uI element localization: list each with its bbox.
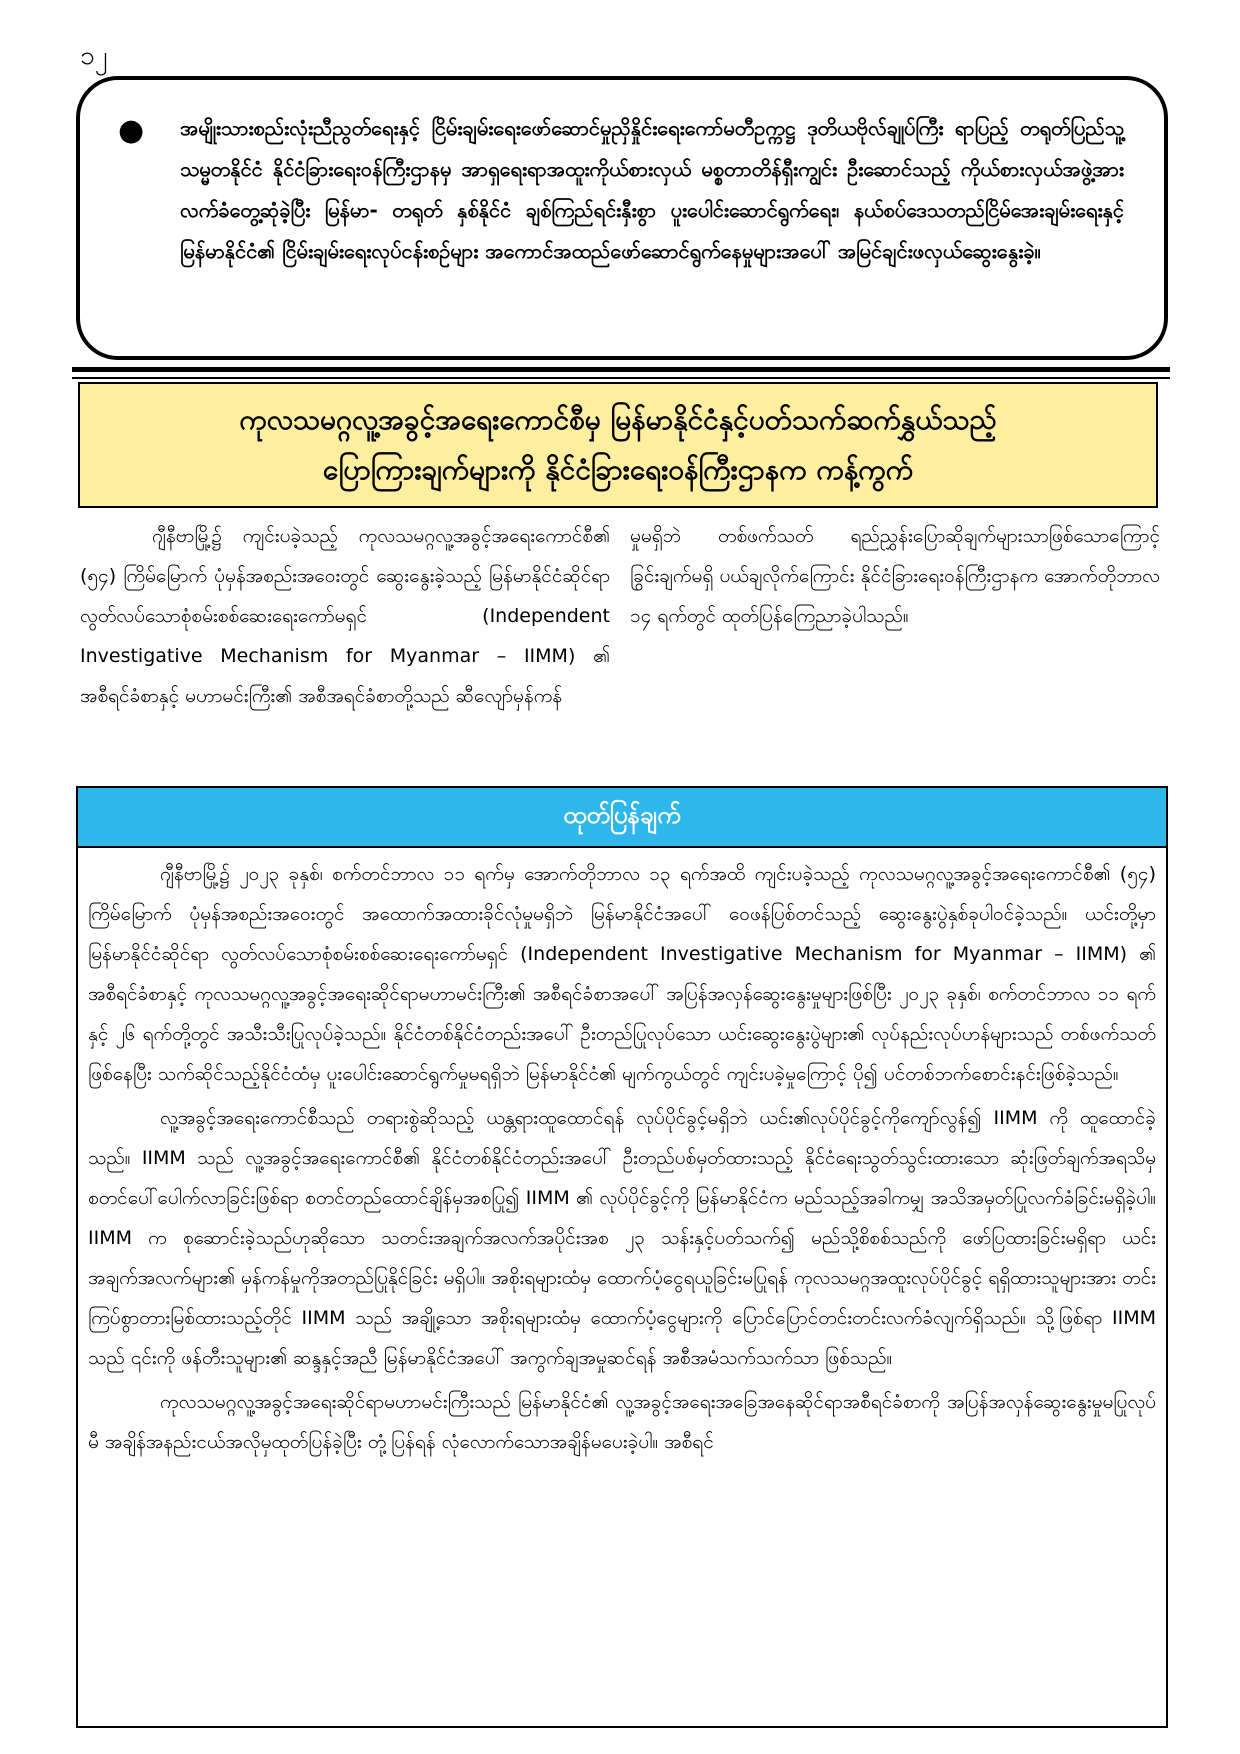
summary-box	[76, 76, 1168, 360]
statement-body	[78, 848, 1166, 1462]
headline-line-2: ပြောကြားချက်များကို နိုင်ငံခြားရေးဝန်ကြီးဌာနက ကန့်ကွက်	[322, 453, 914, 486]
article-column-left	[80, 516, 610, 716]
page-number: ၁၂	[80, 41, 108, 71]
divider-thin	[72, 377, 1170, 379]
headline-line-1: ကုလသမဂ္ဂလူ့အခွင့်အရေးကောင်စီမှ မြန်မာနိုင်ငံနှင့်ပတ်သက်ဆက်နွှယ်သည့်	[239, 403, 997, 436]
headline-box	[78, 382, 1158, 508]
article-paragraph-right: မှုမရှိဘဲ တစ်ဖက်သတ် ရည်ညွှန်းပြောဆိုချက်များသာဖြစ်သောကြောင့် ခြွင်းချက်မရှိ ပယ်ချလိုက်ကြောင်း နိုင်ငံခြားရေးဝန်ကြီးဌာနက အောက်တိုဘာလ ၁၄ ရက်တွင် ထုတ်ပြန်ကြေညာခဲ့ပါသည်။	[630, 525, 1160, 627]
article-column-right	[630, 516, 1160, 636]
statement-title: ထုတ်ပြန်ချက်	[78, 788, 1166, 848]
statement-paragraph-2: လူ့အခွင့်အရေးကောင်စီသည် တရားစွဲဆိုသည့် ယန္တရားထူထောင်ရန် လုပ်ပိုင်ခွင့်မရှိဘဲ ယင်း၏လုပ်ပိုင်ခွင့်ကိုကျော်လွန်၍ IIMM ကို ထူထောင်ခဲ့သည်။ IIMM သည် လူ့အခွင့်အရေးကောင်စီ၏ နိုင်ငံတစ်နိုင်ငံတည်းအပေါ် ဦးတည်ပစ်မှတ်ထားသည့် နိုင်ငံရေးသွတ်သွင်းထားသော ဆုံးဖြတ်ချက်အရသိမှ စတင်ပေါ်ပေါက်လာခြင်းဖြစ်ရာ စတင်တည်ထောင်ချိန်မှအစပြု၍ IIMM ၏ လုပ်ပိုင်ခွင့်ကို မြန်မာနိုင်ငံက မည်သည့်အခါကမျှ အသိအမှတ်ပြုလက်ခံခြင်းမရှိခဲ့ပါ။ IIMM က စုဆောင်းခဲ့သည်ဟုဆိုသော သတင်းအချက်အလက်အပိုင်းအစ ၂၃ သန်းနှင့်ပတ်သက်၍ မည်သို့စိစစ်သည်ကို ဖော်ပြထားခြင်းမရှိရာ ယင်းအချက်အလက်များ၏ မှန်ကန်မှုကိုအတည်ပြုနိုင်ခြင်း မရှိပါ။ အစိုးရများထံမှ ထောက်ပံ့ငွေရယူခြင်းမပြုရန် ကုလသမဂ္ဂအထူးလုပ်ပိုင်ခွင့် ရရှိထားသူများအား တင်းကြပ်စွာတားမြစ်ထားသည့်တိုင် IIMM သည် အချို့သော အစိုးရများထံမှ ထောက်ပံ့ငွေများကို ပြောင်ပြောင်တင်းတင်းလက်ခံလျက်ရှိသည်။ သို့ဖြစ်ရာ IIMM သည် ၎င်းကို ဖန်တီးသူများ၏ ဆန္ဒနှင့်အညီ မြန်မာနိုင်ငံအပေါ် အကွက်ချအမှုဆင်ရန် အစီအမံသက်သက်သာ ဖြစ်သည်။	[88, 1107, 1156, 1369]
article-paragraph-left: ဂျီနီဗာမြို့၌ ကျင်းပခဲ့သည့် ကုလသမဂ္ဂလူ့အခွင့်အရေးကောင်စီ၏ (၅၄) ကြိမ်မြောက် ပုံမှန်အစည်းအဝေးတွင် ဆွေးနွေးခဲ့သည့် မြန်မာနိုင်ငံဆိုင်ရာ လွတ်လပ်သောစုံစမ်းစစ်ဆေးရေးကော်မရှင် (Independent Investigative Mechanism for Myanmar – IIMM) ၏ အစီရင်ခံစာနှင့် မဟာမင်းကြီး၏ အစီအရင်ခံစာတို့သည် ဆီလျော်မှန်ကန်	[80, 525, 610, 707]
statement-paragraph-1: ဂျီနီဗာမြို့၌ ၂၀၂၃ ခုနှစ်၊ စက်တင်ဘာလ ၁၁ ရက်မှ အောက်တိုဘာလ ၁၃ ရက်အထိ ကျင်းပခဲ့သည့် ကုလသမဂ္ဂလူ့အခွင့်အရေးကောင်စီ၏ (၅၄) ကြိမ်မြောက် ပုံမှန်အစည်းအဝေးတွင် အထောက်အထားခိုင်လုံမှုမရှိဘဲ မြန်မာနိုင်ငံအပေါ် ဝေဖန်ပြစ်တင်သည့် ဆွေးနွေးပွဲနှစ်ခုပါဝင်ခဲ့သည်။ ယင်းတို့မှာ မြန်မာနိုင်ငံဆိုင်ရာ လွတ်လပ်သောစုံစမ်းစစ်ဆေးရေးကော်မရှင် (Independent Investigative Mechanism for Myanmar – IIMM) ၏ အစီရင်ခံစာနှင့် ကုလသမဂ္ဂလူ့အခွင့်အရေးဆိုင်ရာမဟာမင်းကြီး၏ အစီရင်ခံစာအပေါ် အပြန်အလှန်ဆွေးနွေးမှုများဖြစ်ပြီး ၂၀၂၃ ခုနှစ်၊ စက်တင်ဘာလ ၁၁ ရက်နှင့် ၂၆ ရက်တို့တွင် အသီးသီးပြုလုပ်ခဲ့သည်။ နိုင်ငံတစ်နိုင်ငံတည်းအပေါ် ဦးတည်ပြုလုပ်သော ယင်းဆွေးနွေးပွဲများ၏ လုပ်နည်းလုပ်ဟန်များသည် တစ်ဖက်သတ်ဖြစ်နေပြီး သက်ဆိုင်သည့်နိုင်ငံထံမှ ပူးပေါင်းဆောင်ရွက်မှုမရရှိဘဲ မြန်မာနိုင်ငံ၏ မျက်ကွယ်တွင် ကျင်းပခဲ့မှုကြောင့် ပို၍ ပင်တစ်ဘက်စောင်းနင်းဖြစ်ခဲ့သည်။	[88, 863, 1156, 1085]
summary-text: အမျိုးသားစည်းလုံးညီညွတ်ရေးနှင့် ငြိမ်းချမ်းရေးဖော်ဆောင်မှုညှိနှိုင်းရေးကော်မတီဥက္ကဋ္ဌ ဒုတိယဗိုလ်ချုပ်ကြီး ရာပြည့် တရုတ်ပြည်သူ့သမ္မတနိုင်ငံ နိုင်ငံခြားရေးဝန်ကြီးဌာနမှ အာရှရေးရာအထူးကိုယ်စားလှယ် မစ္စတာတိန်ရှီးကျွင်း ဦးဆောင်သည့် ကိုယ်စားလှယ်အဖွဲ့အား လက်ခံတွေ့ဆုံခဲ့ပြီး မြန်မာ- တရုတ် နှစ်နိုင်ငံ ချစ်ကြည်ရင်းနှီးစွာ ပူးပေါင်းဆောင်ရွက်ရေး၊ နယ်စပ်ဒေသတည်ငြိမ်အေးချမ်းရေးနှင့် မြန်မာနိုင်ငံ၏ ငြိမ်းချမ်းရေးလုပ်ငန်းစဉ်များ အကောင်အထည်ဖော်ဆောင်ရွက်နေမှုများအပေါ် အမြင်ချင်းဖလှယ်ဆွေးနွေးခဲ့။	[180, 116, 1124, 263]
statement-box	[76, 786, 1168, 1728]
statement-paragraph-3: ကုလသမဂ္ဂလူ့အခွင့်အရေးဆိုင်ရာမဟာမင်းကြီးသည် မြန်မာနိုင်ငံ၏ လူ့အခွင့်အရေးအခြေအနေဆိုင်ရာအစီရင်ခံစာကို အပြန်အလှန်ဆွေးနွေးမှုမပြုလုပ်မီ အချိန်အနည်းငယ်အလိုမှထုတ်ပြန်ခဲ့ပြီး တုံ့ပြန်ရန် လုံလောက်သောအချိန်မပေးခဲ့ပါ။ အစီရင်	[88, 1391, 1156, 1453]
bullet-icon: ●	[118, 113, 145, 148]
divider-thick	[72, 367, 1170, 372]
